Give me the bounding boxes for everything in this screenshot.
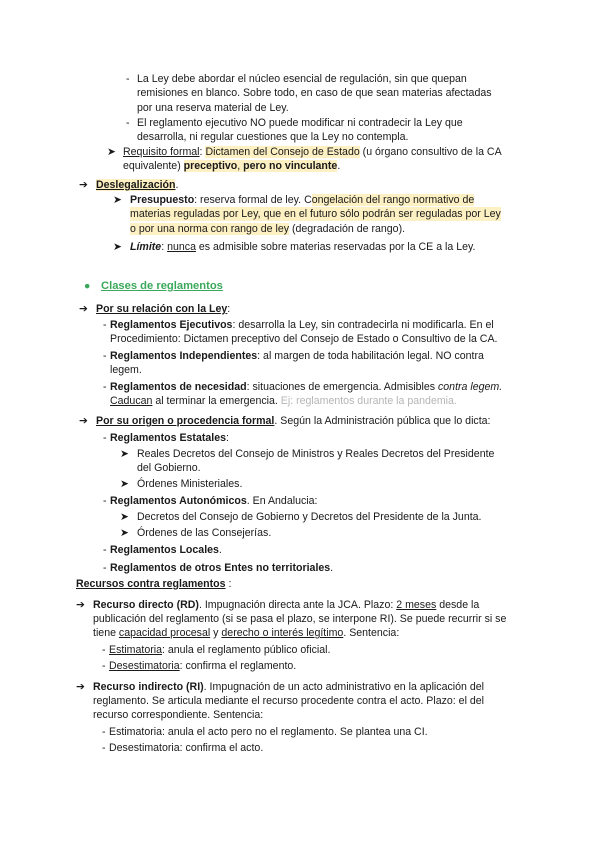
text: al terminar la emergencia. [152, 395, 281, 407]
text: . [330, 562, 334, 574]
dash-bullet: - [103, 432, 107, 444]
otros-entes-label: Reglamentos de otros Entes no territoriales [110, 562, 331, 574]
rd-desestimatoria-line [109, 659, 296, 673]
text-line: desarrolla, ni regular cuestiones que la Ley no contempla. [137, 131, 409, 143]
recurso-indirecto-label: Recurso indirecto (RI) [93, 681, 204, 693]
rango-ley-highlight: o por una norma con rango de ley [130, 223, 290, 235]
locales-label: Reglamentos Locales [110, 544, 219, 556]
text: . En Andalucia: [246, 495, 318, 507]
text-line: del Gobierno. [137, 462, 201, 474]
arrow-icon: ➔ [76, 681, 85, 693]
independientes-label: Reglamentos Independientes [110, 350, 258, 362]
necesidad-label: Reglamentos de necesidad [110, 381, 247, 393]
text-line: Procedimiento: Dictamen preceptivo del Consejo de Estado o Consultivo de la CA. [110, 333, 498, 345]
dictamen-highlight: Dictamen del Consejo de Estado [205, 146, 360, 158]
text: : [226, 432, 229, 444]
text-line: La Ley debe abordar el núcleo esencial de regulación, sin que quepan [137, 73, 467, 85]
text-line: Desestimatoria: confirma el acto. [109, 742, 264, 754]
text: tiene [93, 627, 119, 639]
requisito-line [123, 145, 502, 159]
text-line: por una reserva material de Ley. [137, 102, 289, 114]
text: : al margen de toda habilitación legal. NO contra [257, 350, 484, 362]
rd-estimatoria-line [109, 643, 330, 657]
text: . [218, 544, 222, 556]
example-note: Ej: reglamentos durante la pandemia. [280, 395, 457, 407]
dash-bullet: - [103, 381, 107, 393]
text-line: El reglamento ejecutivo NO puede modificar ni contradecir la Ley que [137, 117, 463, 129]
text: (degradación de rango). [289, 223, 406, 235]
text: es admisible sobre materias reservadas por la CE a la Ley. [195, 241, 476, 253]
recursos-title [76, 577, 231, 591]
text: : anula el reglamento público oficial. [161, 644, 331, 656]
independientes-line [110, 349, 484, 363]
text: . [337, 160, 341, 172]
text: : [225, 578, 232, 590]
dash-bullet: - [103, 562, 107, 574]
necesidad-line-2 [110, 394, 457, 408]
arrowhead-icon: ➤ [107, 146, 116, 158]
arrow-icon: ➔ [79, 303, 88, 315]
text-line: Decretos del Consejo de Gobierno y Decretos del Presidente de la Junta. [137, 511, 482, 523]
text-line: Reales Decretos del Consejo de Ministros y Reales Decretos del Presidente [137, 448, 495, 460]
text: : reserva formal de ley. C [194, 194, 312, 206]
no-vinculante-highlight: pero no vinculante [243, 160, 338, 172]
presupuesto-label: Presupuesto [130, 194, 195, 206]
dash-bullet: - [103, 544, 107, 556]
text: equivalente) [123, 160, 184, 172]
dash-bullet: - [102, 644, 106, 656]
arrowhead-icon: ➤ [113, 241, 122, 253]
dash-bullet: - [102, 742, 106, 754]
requisito-label: Requisito formal [123, 146, 200, 158]
dash-bullet: - [103, 495, 107, 507]
locales-line [110, 543, 222, 557]
autonomicos-label: Reglamentos Autonómicos [110, 495, 247, 507]
recurso-directo-line [93, 598, 479, 612]
capacidad-procesal: capacidad procesal [118, 627, 211, 639]
arrow-icon: ➔ [76, 599, 85, 611]
sep: : [161, 241, 168, 253]
text: : confirma el reglamento. [179, 660, 297, 672]
desestimatoria-word: Desestimatoria [109, 660, 180, 672]
origen-label: Por su origen o procedencia formal [96, 415, 275, 427]
interes-legitimo: derecho o interés legítimo [221, 627, 344, 639]
dash-bullet: - [126, 73, 130, 85]
arrow-icon: ➔ [79, 179, 88, 191]
text-line: Estimatoria: anula el acto pero no el reglamento. Se plantea una CI. [109, 726, 428, 738]
estimatoria-word: Estimatoria [109, 644, 162, 656]
requisito-line-2 [123, 159, 340, 173]
clases-heading: Clases de reglamentos [101, 280, 223, 292]
origen-title [96, 414, 491, 428]
ejecutivos-line [110, 318, 494, 332]
text: y [210, 627, 222, 639]
recursos-label: Recursos contra reglamentos [76, 578, 226, 590]
dot-bullet-icon: ● [84, 280, 91, 292]
preceptivo-highlight: preceptivo [183, 160, 238, 172]
relacion-title [96, 302, 230, 316]
text: . Impugnación de un acto administrativo en la aplicación del [203, 681, 484, 693]
presupuesto-line [130, 193, 474, 207]
dash-bullet: - [102, 660, 106, 672]
text-line: legem. [110, 364, 142, 376]
arrowhead-icon: ➤ [120, 478, 129, 490]
requisito-rest: (u órgano consultivo de la CA [359, 146, 502, 158]
sep: : [199, 146, 206, 158]
recurso-indirecto-line [93, 680, 484, 694]
autonomicos-line [110, 494, 317, 508]
estatales-line [110, 431, 229, 445]
text: : [227, 303, 231, 315]
text: . Impugnación directa ante la JCA. Plazo: [198, 599, 397, 611]
dash-bullet: - [103, 350, 107, 362]
arrowhead-icon: ➤ [113, 194, 122, 206]
caducan-word: Caducan [110, 395, 153, 407]
necesidad-line [110, 380, 502, 394]
limite-label: Límite [130, 241, 162, 253]
arrow-icon: ➔ [79, 415, 88, 427]
text: desde la [436, 599, 480, 611]
text: : situaciones de emergencia. Admisibles [246, 381, 438, 393]
text: . Según la Administración pública que lo dicta: [274, 415, 491, 427]
ejecutivos-label: Reglamentos Ejecutivos [110, 319, 233, 331]
arrowhead-icon: ➤ [120, 511, 129, 523]
deslegalizacion-label: Deslegalización [96, 179, 176, 191]
arrowhead-icon: ➤ [120, 448, 129, 460]
text-line: remisiones en blanco. Sobre todo, en caso de que sean materias afectadas [137, 87, 492, 99]
text-line: Órdenes de las Consejerías. [137, 527, 272, 539]
contra-legem: contra legem. [437, 381, 503, 393]
plazo-value: 2 meses [396, 599, 437, 611]
sep: , [237, 160, 244, 172]
text-line: Órdenes Ministeriales. [137, 478, 243, 490]
recurso-directo-label: Recurso directo (RD) [93, 599, 199, 611]
text-line: reglamento. Se articula mediante el recurso procedente contra el acto. Plazo: el del [93, 695, 485, 707]
congelacion-highlight: ongelación del rango normativo de [311, 194, 475, 206]
recurso-directo-line-3 [93, 626, 399, 640]
text: . Sentencia: [343, 627, 400, 639]
dash-bullet: - [102, 726, 106, 738]
estatales-label: Reglamentos Estatales [110, 432, 226, 444]
presupuesto-line-3 [130, 222, 405, 236]
relacion-label: Por su relación con la Ley [96, 303, 228, 315]
limite-line [130, 240, 475, 254]
text-line: recurso correspondiente. Sentencia: [93, 709, 264, 721]
presupuesto-line-2: materias reguladas por Ley, que en el futuro sólo podrán ser reguladas por Ley [130, 208, 501, 220]
text-line: publicación del reglamento (si se pasa el plazo, se interpone RI). Se puede recurrir si se [93, 613, 507, 625]
dash-bullet: - [126, 117, 130, 129]
text: : desarrolla la Ley, sin contradecirla ni modificarla. En el [232, 319, 494, 331]
dash-bullet: - [103, 319, 107, 331]
text: . [175, 179, 179, 191]
deslegalizacion-title [96, 178, 178, 192]
arrowhead-icon: ➤ [120, 527, 129, 539]
otros-entes-line [110, 561, 333, 575]
nunca-word: nunca [167, 241, 196, 253]
